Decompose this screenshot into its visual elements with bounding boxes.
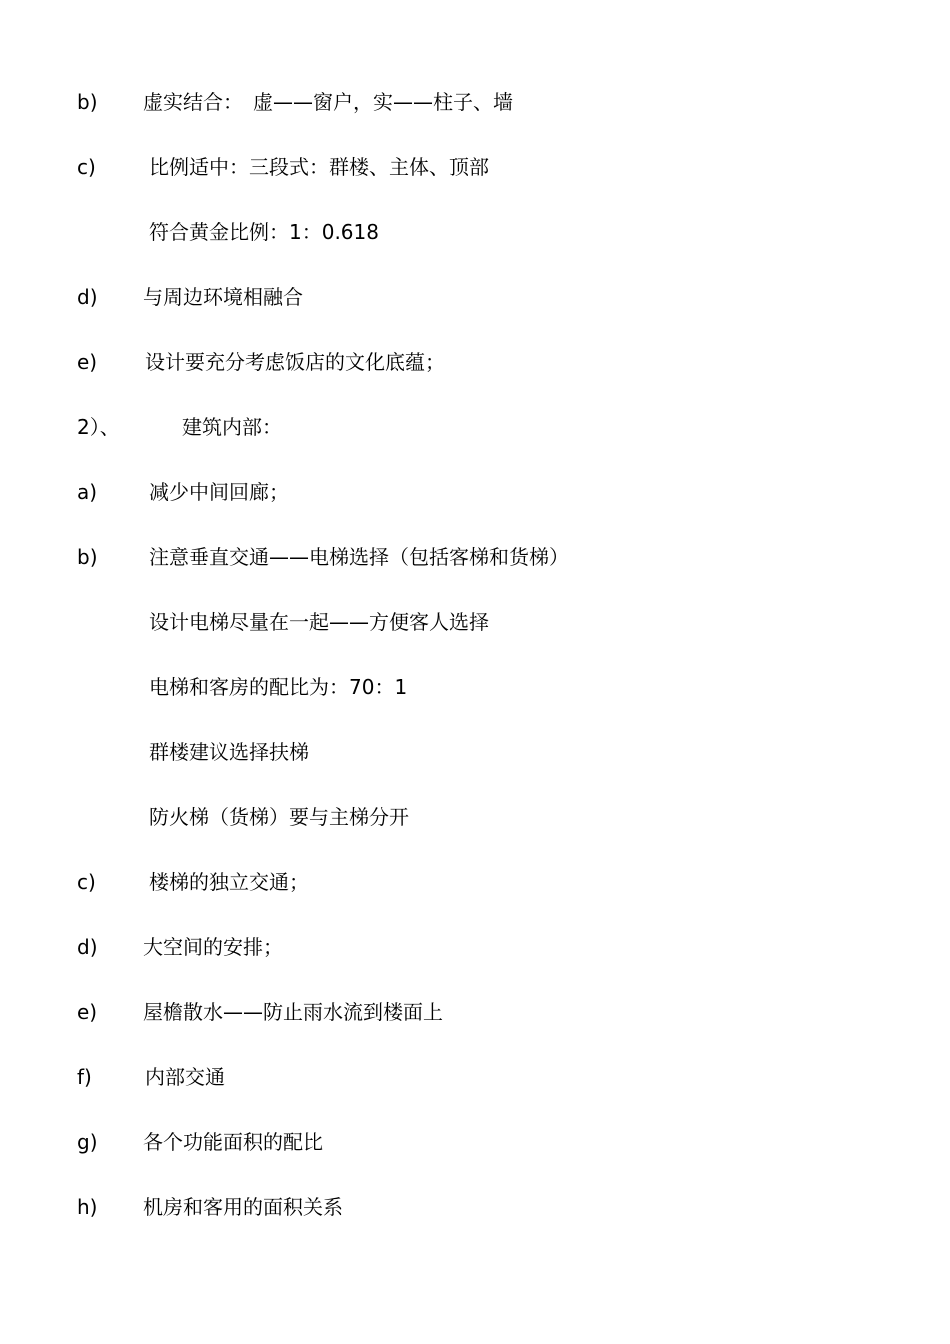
list-item — [0, 607, 950, 637]
list-item-text: 机房和客用的面积关系 — [143, 1195, 343, 1219]
list-item-text: 楼梯的独立交通； — [149, 870, 309, 894]
list-item-text: 群楼建议选择扶梯 — [149, 740, 309, 764]
list-item — [0, 1192, 950, 1222]
list-marker: e) — [77, 350, 98, 374]
list-item-text: 符合黄金比例：1：0.618 — [149, 220, 379, 244]
list-item — [0, 672, 950, 702]
list-item-text: 内部交通 — [145, 1065, 225, 1089]
list-marker: c) — [77, 155, 96, 179]
list-item — [0, 1127, 950, 1157]
list-marker: g) — [77, 1130, 98, 1154]
list-item-text: 设计电梯尽量在一起——方便客人选择 — [149, 610, 489, 634]
list-item — [0, 802, 950, 832]
list-marker: c) — [77, 870, 96, 894]
list-item-text: 减少中间回廊； — [149, 480, 289, 504]
list-item-text: 比例适中：三段式：群楼、主体、顶部 — [149, 155, 489, 179]
list-item — [0, 867, 950, 897]
list-item-text: 屋檐散水——防止雨水流到楼面上 — [143, 1000, 443, 1024]
list-item-text: 防火梯（货梯）要与主梯分开 — [149, 805, 409, 829]
list-item-text: 电梯和客房的配比为：70：1 — [149, 675, 408, 699]
section-title: 建筑内部： — [182, 415, 282, 439]
list-item — [0, 1062, 950, 1092]
list-item — [0, 542, 950, 572]
list-item — [0, 347, 950, 377]
list-marker: f) — [77, 1065, 92, 1089]
list-item — [0, 282, 950, 312]
list-marker: d) — [77, 935, 98, 959]
section-heading — [0, 412, 950, 442]
list-item-text: 注意垂直交通——电梯选择（包括客梯和货梯） — [149, 545, 569, 569]
list-item-text: 各个功能面积的配比 — [143, 1130, 323, 1154]
list-item — [0, 152, 950, 182]
list-marker: h) — [77, 1195, 98, 1219]
list-item-text: 与周边环境相融合 — [143, 285, 303, 309]
list-item-text: 设计要充分考虑饭店的文化底蕴； — [145, 350, 445, 374]
list-item — [0, 217, 950, 247]
list-item — [0, 87, 950, 117]
section-number: 2）、 — [77, 415, 120, 439]
list-item — [0, 737, 950, 767]
list-marker: b) — [77, 545, 98, 569]
list-item — [0, 477, 950, 507]
list-marker: e) — [77, 1000, 98, 1024]
list-marker: b) — [77, 90, 98, 114]
list-item — [0, 997, 950, 1027]
list-marker: a) — [77, 480, 98, 504]
list-marker: d) — [77, 285, 98, 309]
list-item — [0, 932, 950, 962]
list-item-text: 虚实结合： 虚——窗户，实——柱子、墙 — [143, 90, 513, 114]
list-item-text: 大空间的安排； — [143, 935, 283, 959]
